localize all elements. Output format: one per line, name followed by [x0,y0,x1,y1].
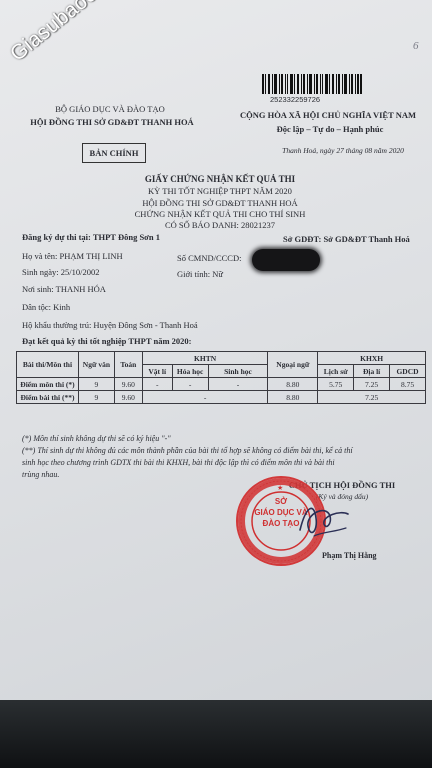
stamp-line-1: SỞ [274,497,288,506]
row-label: Điểm môn thi (*) [17,378,79,391]
original-copy-label: BẢN CHÍNH [82,143,146,163]
council-name: HỘI ĐỒNG THI SỞ GD&ĐT THANH HOÁ [30,117,194,127]
barcode-graphic [262,74,362,94]
cell-physics: - [142,378,172,391]
stamp-line-3: ĐÀO TẠO [262,519,300,528]
table-row [17,378,426,391]
barcode-number: 252332259726 [270,95,321,104]
candidate-number: CÓ SỐ BÁO DANH: 28021237 [164,220,276,230]
table-header-row [17,352,426,365]
stamp-star-icon: ★ [277,485,284,492]
birthplace: Nơi sinh: THANH HÓA [22,284,106,294]
certifies-line: CHỨNG NHẬN KẾT QUẢ THI CHO THÍ SINH [134,209,306,219]
id-number-label: Số CMND/CCCD: [177,253,242,263]
header-history: Lịch sử [318,365,354,378]
sign-and-seal-note: (Ký và đóng dấu) [315,492,369,501]
header-literature: Ngữ văn [78,352,114,378]
national-motto: Độc lập – Tự do – Hạnh phúc [276,124,384,134]
header-geography: Địa lí [354,365,390,378]
cell-khxh: 7.25 [318,391,426,404]
cell-literature: 9 [78,391,114,404]
cell-math: 9.60 [114,378,142,391]
header-subject: Bài thi/Môn thi [17,352,79,378]
student-name: Họ và tên: PHẠM THỊ LINH [22,251,123,261]
gender: Giới tính: Nữ [177,269,223,279]
cell-biology: - [208,378,268,391]
stamp-line-2: GIÁO DỤC VÀ [254,508,308,517]
note-2-line-3: trùng nhau. [22,470,60,479]
score-table [16,351,426,404]
permanent-residence: Hộ khẩu thường trú: Huyện Đông Sơn - Thanh Hoá [22,320,198,330]
table-row [17,391,426,404]
cell-foreign-language: 8.80 [268,391,318,404]
cell-khtn: - [142,391,268,404]
ethnicity: Dân tộc: Kinh [22,302,71,312]
registration-location: Đăng ký dự thi tại: THPT Đông Sơn 1 [22,232,160,242]
cell-foreign-language: 8.80 [268,378,318,391]
certificate-title: GIẤY CHỨNG NHẬN KẾT QUẢ THI [144,174,296,184]
republic-name: CỘNG HÒA XÃ HỘI CHỦ NGHĨA VIỆT NAM [239,110,417,120]
handwritten-signature [296,496,356,546]
exam-name: KỲ THI TỐT NGHIỆP THPT NĂM 2020 [148,186,292,196]
council-subtitle: HỘI ĐỒNG THI SỞ GD&ĐT THANH HOÁ [142,198,298,208]
header-khxh: KHXH [318,352,426,365]
row-label: Điểm bài thi (**) [17,391,79,404]
header-civics: GDCD [390,365,426,378]
note-2-line-1: (**) Thí sinh dự thi không đủ các môn thành phần của bài thi tổ hợp sẽ không có điểm bài thi, kể cả thí [22,446,353,455]
header-math: Toán [114,352,142,378]
cell-literature: 9 [78,378,114,391]
page-mark: 6 [413,40,419,52]
place-and-date: Thanh Hoá, ngày 27 tháng 08 năm 2020 [282,146,404,155]
education-department: Sở GDĐT: Sở GD&ĐT Thanh Hoá [283,234,410,244]
council-chair-title: CHỦ TỊCH HỘI ĐỒNG THI [288,480,396,490]
ministry-name: BỘ GIÁO DỤC VÀ ĐÀO TẠO [55,104,165,114]
date-of-birth: Sinh ngày: 25/10/2002 [22,267,100,277]
cell-history: 5.75 [318,378,354,391]
header-physics: Vật lí [142,365,172,378]
note-1: (*) Môn thí sinh không dự thi sẽ có ký hiệu "-" [22,434,171,443]
cell-math: 9.60 [114,391,142,404]
header-foreign-language: Ngoại ngữ [268,352,318,378]
dark-background [0,700,432,768]
cell-civics: 8.75 [390,378,426,391]
header-chemistry: Hóa học [172,365,208,378]
header-biology: Sinh học [208,365,268,378]
redacted-id-number [252,249,320,271]
cell-geography: 7.25 [354,378,390,391]
note-2-line-2: sinh học theo chương trình GDTX thi bài thi KHXH, bài thi độc lập thì có điểm môn thi và bài thi [22,458,335,467]
header-khtn: KHTN [142,352,268,365]
results-heading: Đạt kết quả kỳ thi tốt nghiệp THPT năm 2020: [22,336,192,346]
signer-name: Phạm Thị Hằng [322,551,377,560]
cell-chemistry: - [172,378,208,391]
